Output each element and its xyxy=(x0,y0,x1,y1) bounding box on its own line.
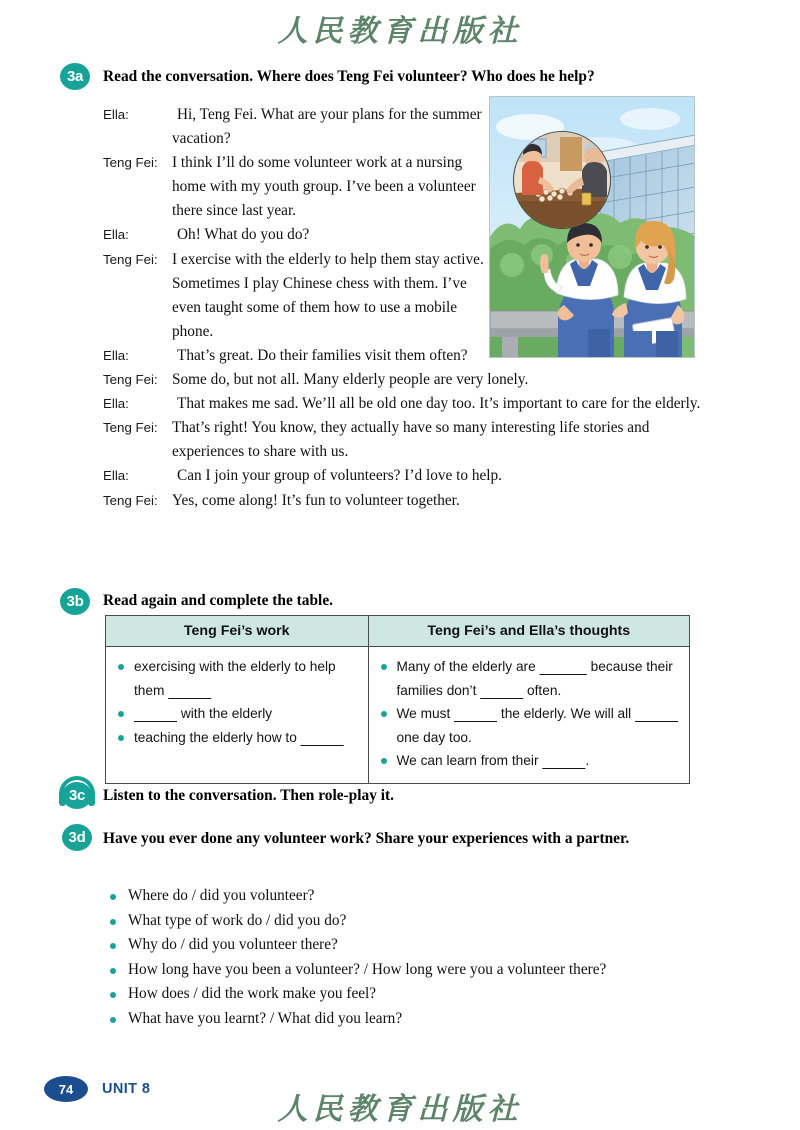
section-badge-3c[interactable] xyxy=(62,782,92,809)
instruction-3b: Read again and complete the table. xyxy=(103,592,333,609)
dialogue-line xyxy=(103,489,703,513)
section-badge-3c-label: 3c xyxy=(68,787,86,804)
section-badge-3d-label: 3d xyxy=(68,829,86,846)
fill-in-blank[interactable] xyxy=(480,683,523,698)
table-bullet-item: teaching the elderly how to xyxy=(114,726,360,750)
table-cell-thoughts xyxy=(368,647,689,783)
dialogue-text: Hi, Teng Fei. What are your plans for the summer vacation? xyxy=(172,106,482,148)
fill-in-blank[interactable] xyxy=(301,730,344,745)
discussion-question: How does / did the work make you feel? xyxy=(105,982,715,1007)
illustration-svg xyxy=(490,97,695,358)
section-badge-3d[interactable] xyxy=(62,824,92,851)
instruction-3c: Listen to the conversation. Then role-play it. xyxy=(103,787,394,804)
discussion-question: How long have you been a volunteer? / How long were you a volunteer there? xyxy=(105,958,715,983)
table-header-teng-fei-work: Teng Fei’s work xyxy=(106,616,368,647)
illustration-students-conversation xyxy=(489,96,695,358)
dialogue-text: That makes me sad. We’ll all be old one day too. It’s important to care for the elderly. xyxy=(177,395,701,413)
section-badge-3b[interactable] xyxy=(60,588,90,615)
fill-in-blank[interactable] xyxy=(454,706,497,721)
fill-in-blank[interactable] xyxy=(168,683,211,698)
table-bullet-item: Many of the elderly are because their families don’t often. xyxy=(377,655,682,702)
dialogue-speaker: Ella: xyxy=(103,107,129,122)
dialogue-text: Yes, come along! It’s fun to volunteer together. xyxy=(172,491,460,509)
discussion-questions-list xyxy=(105,884,715,1032)
instruction-3d: Have you ever done any volunteer work? Share your experiences with a partner. xyxy=(103,830,630,847)
table-header-row xyxy=(106,616,689,647)
fill-in-blank[interactable] xyxy=(635,706,678,721)
dialogue-text: Some do, but not all. Many elderly people are very lonely. xyxy=(172,371,529,389)
publisher-watermark-top: 人民教育出版社 xyxy=(277,14,523,49)
dialogue-line xyxy=(103,368,703,392)
discussion-question: What type of work do / did you do? xyxy=(105,909,715,934)
dialogue-text: That’s right! You know, they actually have so many interesting life stories and experiences to share with us. xyxy=(172,419,650,461)
table-bullet-item: We must the elderly. We will all one day too. xyxy=(377,702,682,749)
dialogue-speaker: Teng Fei: xyxy=(103,420,158,436)
section-badge-3a[interactable] xyxy=(60,63,90,90)
section-badge-3b-label: 3b xyxy=(66,593,84,610)
table-body-row xyxy=(106,647,689,783)
instruction-3a: Read the conversation. Where does Teng Fei volunteer? Who does he help? xyxy=(103,68,595,85)
section-badge-3a-label: 3a xyxy=(66,68,84,85)
fill-in-blank[interactable] xyxy=(134,706,177,721)
dialogue-line xyxy=(103,464,703,488)
dialogue-speaker: Teng Fei: xyxy=(103,492,158,508)
dialogue-speaker: Ella: xyxy=(103,347,129,363)
dialogue-text: Oh! What do you do? xyxy=(177,226,310,244)
fill-in-blank[interactable] xyxy=(540,659,587,674)
discussion-question: Why do / did you volunteer there? xyxy=(105,933,715,958)
table-header-thoughts: Teng Fei’s and Ella’s thoughts xyxy=(368,616,689,647)
dialogue-speaker: Teng Fei: xyxy=(103,155,158,171)
dialogue-speaker: Teng Fei: xyxy=(103,372,158,388)
publisher-watermark-bottom: 人民教育出版社 xyxy=(277,1092,523,1127)
dialogue-text: I exercise with the elderly to help them stay active. Sometimes I play Chinese chess with them. I’ve even taught some of them how to use a mobile phone. xyxy=(172,250,484,340)
fill-in-blank[interactable] xyxy=(542,753,585,768)
dialogue-speaker: Teng Fei: xyxy=(103,251,158,267)
dialogue-speaker: Ella: xyxy=(103,227,129,243)
dialogue-text: I think I’ll do some volunteer work at a nursing home with my youth group. I’ve been a volunteer there since last year. xyxy=(172,154,476,220)
table-bullet-item: We can learn from their . xyxy=(377,749,682,773)
dialogue-line xyxy=(103,392,703,416)
table-bullet-item: exercising with the elderly to help them xyxy=(114,655,360,702)
page-number-badge: 74 xyxy=(44,1076,88,1102)
discussion-question: What have you learnt? / What did you learn? xyxy=(105,1007,715,1032)
dialogue-text: Can I join your group of volunteers? I’d love to help. xyxy=(177,467,502,485)
discussion-question: Where do / did you volunteer? xyxy=(105,884,715,909)
unit-label: UNIT 8 xyxy=(102,1081,151,1097)
dialogue-speaker: Ella: xyxy=(103,468,129,484)
completion-table xyxy=(105,615,690,784)
dialogue-text: That’s great. Do their families visit them often? xyxy=(177,346,468,364)
table-bullet-item: with the elderly xyxy=(114,702,360,726)
dialogue-line xyxy=(103,416,703,464)
table-cell-work xyxy=(106,647,368,783)
dialogue-speaker: Ella: xyxy=(103,396,129,412)
